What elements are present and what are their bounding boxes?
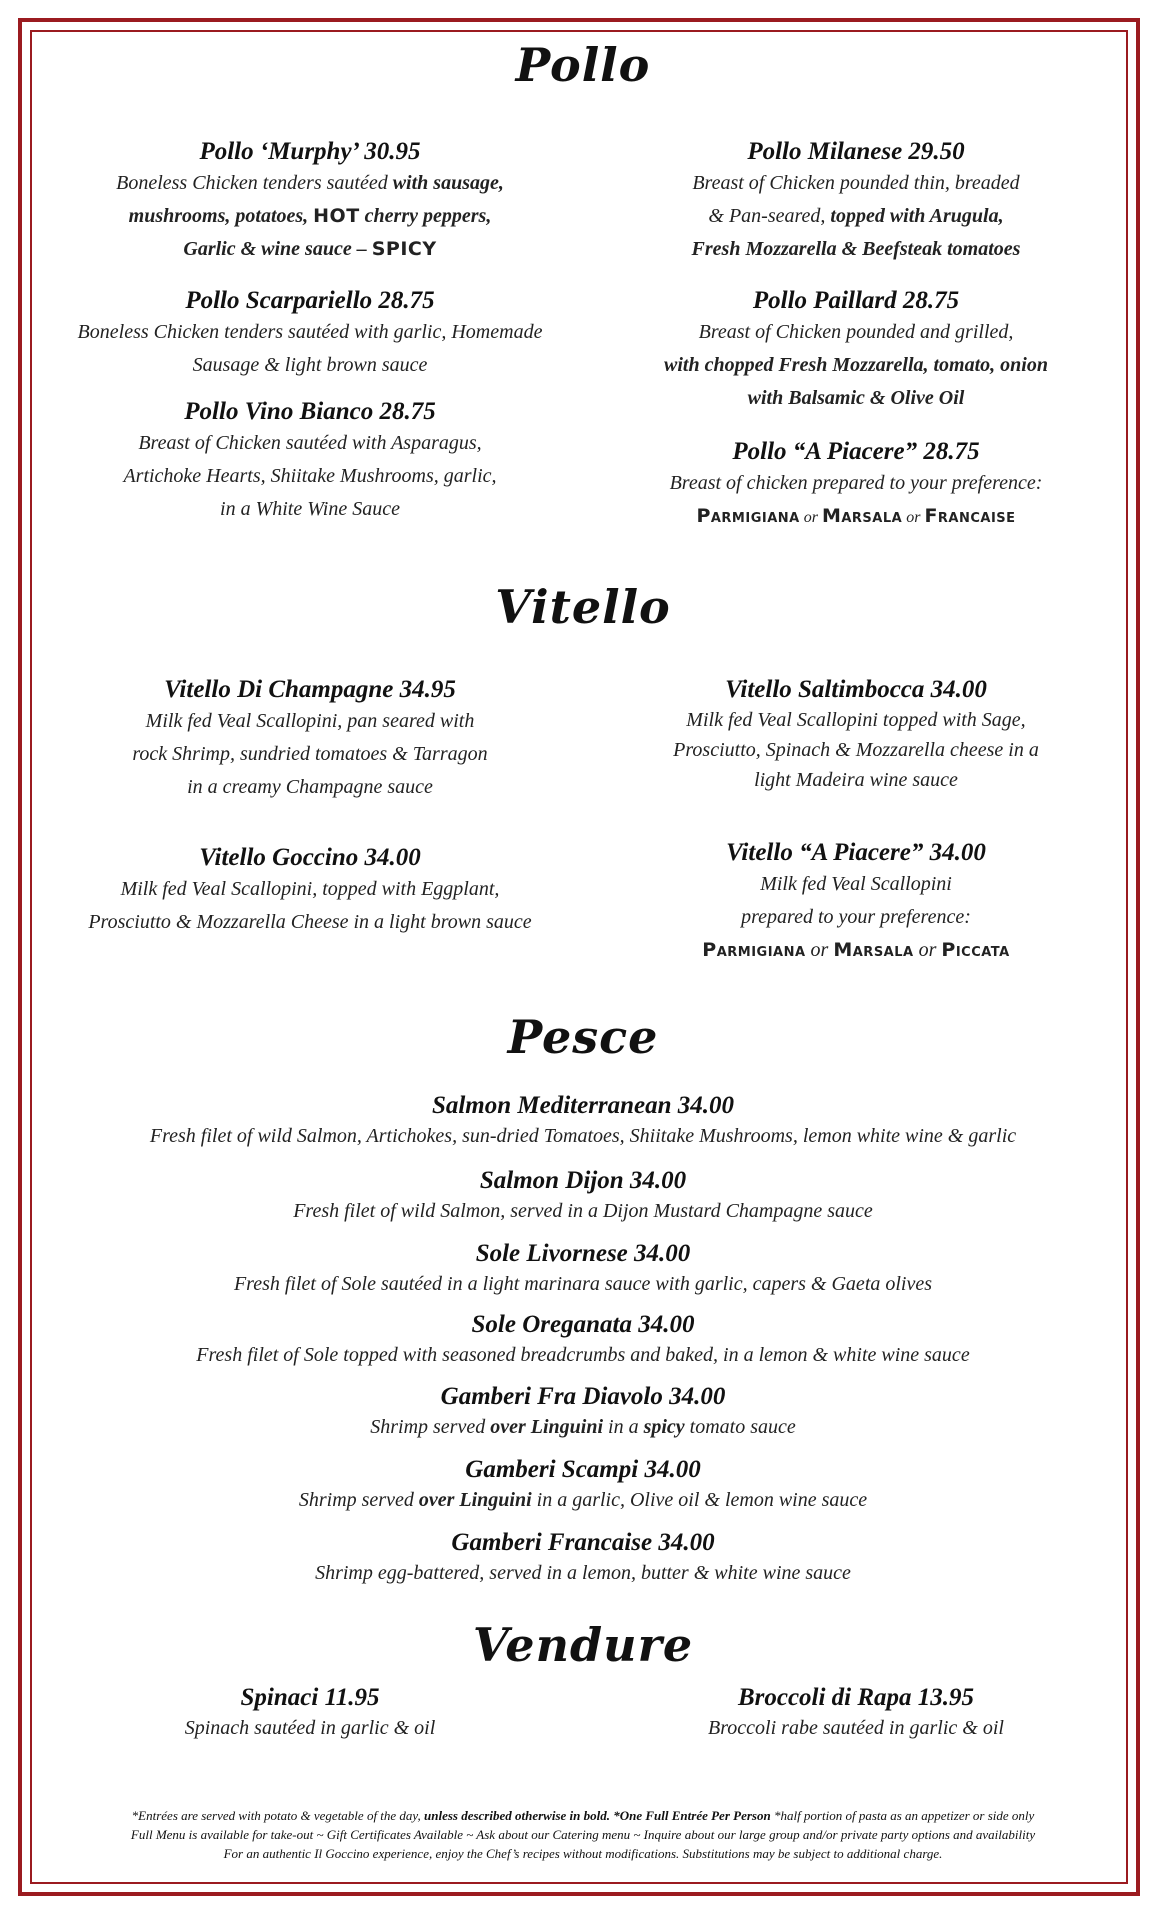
section-title-pesce: Pesce	[507, 1010, 659, 1064]
menu-item-pesce: Gamberi Scampi 34.00 Shrimp served over Linguini in a garlic, Olive oil & lemon wine sauce	[298, 1456, 868, 1511]
item-name: Vitello Goccino 34.00	[199, 844, 421, 871]
menu-item-vitello-saltimbocca	[596, 675, 1116, 795]
footer-notes	[44, 1806, 1122, 1863]
menu-item-pollo-murphy	[50, 137, 570, 266]
menu-item-pesce: Gamberi Francaise 34.00 Shrimp egg-battered, served in a lemon, butter & white wine sauce	[315, 1529, 851, 1584]
menu-item-pesce: Salmon Dijon 34.00 Fresh filet of wild Salmon, served in a Dijon Mustard Champagne sauce	[293, 1167, 873, 1222]
item-name: Pollo Milanese 29.50	[747, 138, 965, 165]
menu-item-pesce: Salmon Mediterranean 34.00 Fresh filet of wild Salmon, Artichokes, sun-dried Tomatoes, Shiitake Mushrooms, lemon white wine & garlic	[149, 1092, 1017, 1147]
item-desc: Breast of Chicken pounded and grilled, with chopped Fresh Mozzarella, tomato, onion with Balsamic & Olive Oil	[664, 321, 1048, 409]
menu-item-vitello-goccino	[50, 843, 570, 939]
item-desc: Breast of Chicken pounded thin, breaded & Pan-seared, topped with Arugula, Fresh Mozzarella & Beefsteak tomatoes	[691, 172, 1021, 260]
item-desc: Boneless Chicken tenders sautéed with garlic, Homemade Sausage & light brown sauce	[77, 321, 543, 376]
item-desc: Milk fed Veal Scallopini, pan seared with rock Shrimp, sundried tomatoes & Tarragon in a creamy Champagne sauce	[132, 710, 488, 798]
menu-item-pesce: Sole Livornese 34.00 Fresh filet of Sole sautéed in a light marinara sauce with garlic, capers & Gaeta olives	[233, 1240, 933, 1295]
item-desc: Milk fed Veal Scallopini prepared to your preference: Parmigiana or Marsala or Piccata	[702, 873, 1010, 961]
menu-item-pollo-scarpariello	[50, 286, 570, 382]
item-desc: Breast of chicken prepared to your preference: Parmigiana or Marsala or Francaise	[669, 472, 1043, 527]
item-desc: Milk fed Veal Scallopini topped with Sage, Prosciutto, Spinach & Mozzarella cheese in a light Madeira wine sauce	[673, 709, 1039, 791]
item-name: Vitello Di Champagne 34.95	[164, 676, 456, 703]
item-desc: Boneless Chicken tenders sautéed with sausage, mushrooms, potatoes, HOT cherry peppers, Garlic & wine sauce – SPICY	[116, 172, 504, 260]
item-desc: Breast of Chicken sautéed with Asparagus, Artichoke Hearts, Shiitake Mushrooms, garlic, in a White Wine Sauce	[123, 432, 497, 520]
item-name: Pollo ‘Murphy’ 30.95	[199, 138, 421, 165]
item-name: Pollo Scarpariello 28.75	[185, 287, 435, 314]
menu-item-vitello-champagne	[50, 675, 570, 804]
menu-item-pollo-milanese	[596, 137, 1116, 266]
menu-item-pesce: Sole Oreganata 34.00 Fresh filet of Sole topped with seasoned breadcrumbs and baked, in a lemon & white wine sauce	[196, 1311, 970, 1366]
menu-item-pesce: Gamberi Fra Diavolo 34.00 Shrimp served over Linguini in a spicy tomato sauce	[370, 1383, 796, 1438]
section-title-pollo: Pollo	[515, 38, 651, 92]
menu-item-vitello-piacere	[596, 838, 1116, 967]
item-name: Vitello Saltimbocca 34.00	[725, 676, 987, 703]
menu-item-pollo-paillard	[596, 286, 1116, 415]
menu-item-vendure-broccoli: Broccoli di Rapa 13.95 Broccoli rabe sautéed in garlic & oil	[708, 1684, 1004, 1739]
section-title-vitello: Vitello	[495, 580, 671, 634]
item-name: Vitello “A Piacere” 34.00	[726, 839, 986, 866]
footer-line-1: *Entrées are served with potato & vegetable of the day, unless described otherwise in bold. *One Full Entrée Per Person *half portion of pasta as an appetizer or side only	[131, 1808, 1035, 1823]
item-name: Pollo Vino Bianco 28.75	[184, 398, 436, 425]
item-desc: Milk fed Veal Scallopini, topped with Eggplant, Prosciutto & Mozzarella Cheese in a light brown sauce	[88, 878, 532, 933]
menu-item-pollo-vino-bianco	[50, 397, 570, 526]
footer-line-2: Full Menu is available for take-out ~ Gift Certificates Available ~ Ask about our Catering menu ~ Inquire about our large group and/or private party options and availability	[130, 1827, 1036, 1842]
section-title-vendure: Vendure	[472, 1618, 694, 1672]
item-name: Pollo Paillard 28.75	[752, 287, 960, 314]
menu-item-pollo-piacere	[596, 437, 1116, 534]
menu-item-vendure-spinaci: Spinaci 11.95 Spinach sautéed in garlic & oil	[184, 1684, 436, 1739]
item-name: Pollo “A Piacere” 28.75	[732, 438, 980, 465]
footer-line-3: For an authentic Il Goccino experience, enjoy the Chef’s recipes without modifications. Substitutions may be subject to additional charge.	[223, 1846, 943, 1861]
